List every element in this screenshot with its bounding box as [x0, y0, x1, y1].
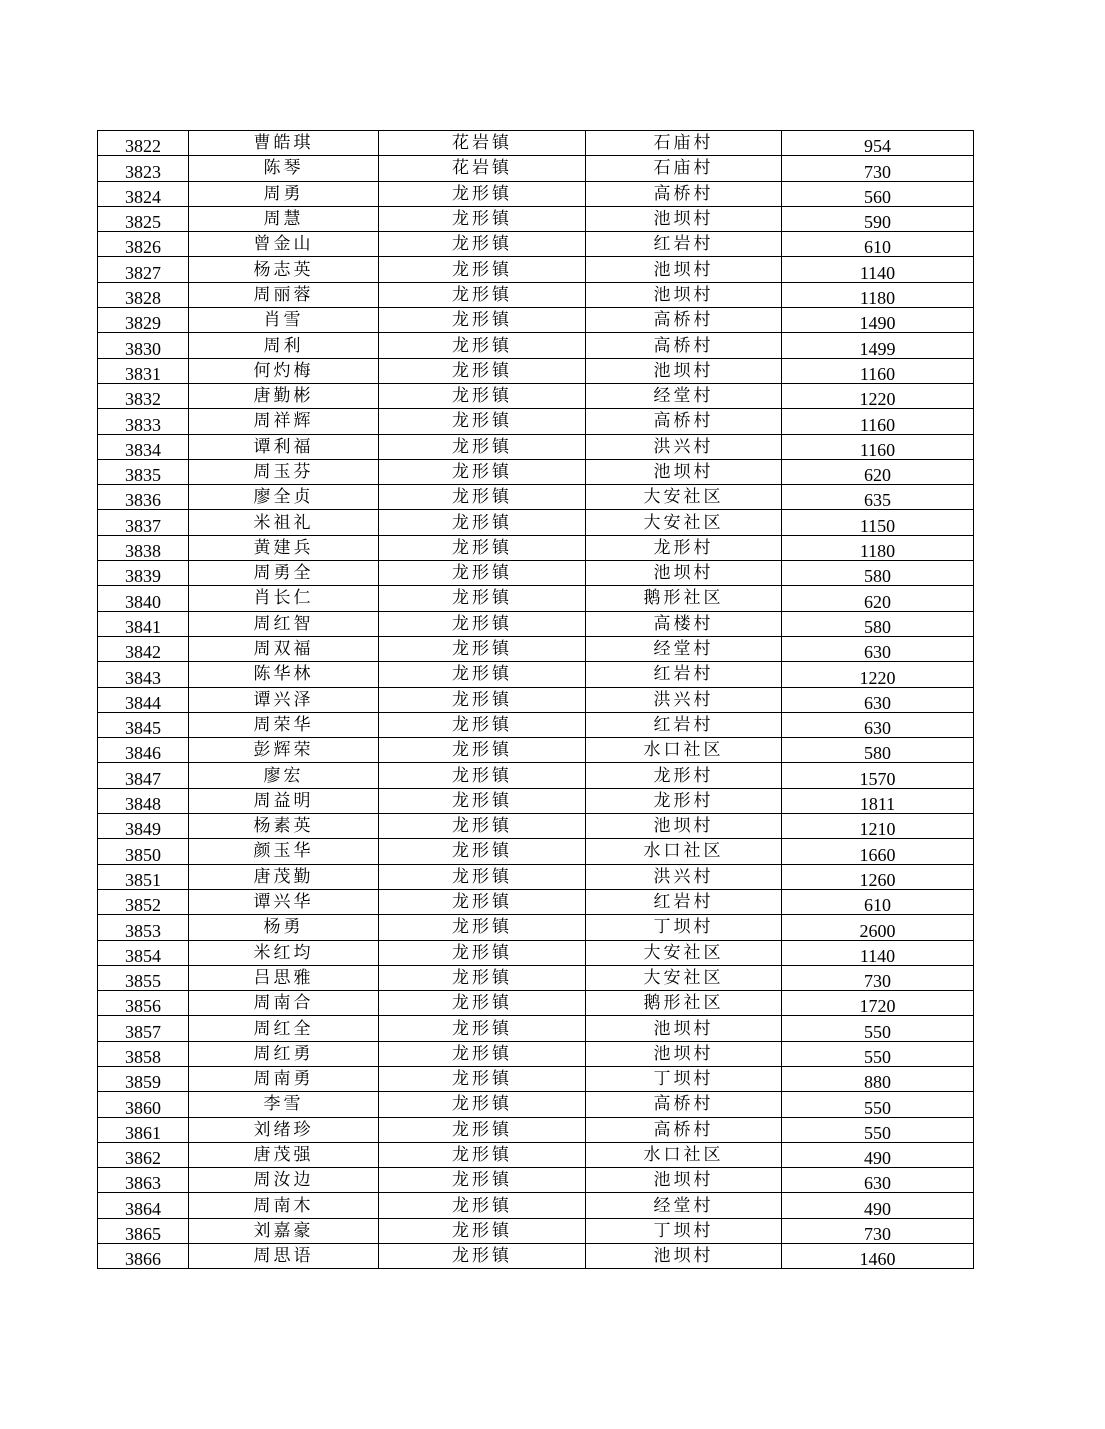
cell-town: 龙形镇: [379, 1168, 586, 1193]
cell-town: 花岩镇: [379, 131, 586, 156]
cell-name: 周利: [189, 333, 379, 358]
cell-amount: 630: [782, 687, 974, 712]
cell-village: 洪兴村: [586, 434, 782, 459]
cell-town: 龙形镇: [379, 409, 586, 434]
cell-amount: 630: [782, 636, 974, 661]
cell-number: 3826: [98, 232, 189, 257]
cell-number: 3835: [98, 459, 189, 484]
cell-village: 洪兴村: [586, 864, 782, 889]
table-row: [98, 383, 974, 408]
table-row: [98, 965, 974, 990]
cell-town: 花岩镇: [379, 156, 586, 181]
cell-amount: 550: [782, 1117, 974, 1142]
cell-village: 龙形村: [586, 535, 782, 560]
cell-town: 龙形镇: [379, 333, 586, 358]
cell-number: 3845: [98, 712, 189, 737]
cell-town: 龙形镇: [379, 1041, 586, 1066]
cell-town: 龙形镇: [379, 662, 586, 687]
cell-number: 3849: [98, 814, 189, 839]
cell-name: 周双福: [189, 636, 379, 661]
cell-village: 池坝村: [586, 206, 782, 231]
cell-amount: 490: [782, 1142, 974, 1167]
cell-name: 肖雪: [189, 308, 379, 333]
cell-village: 水口社区: [586, 1142, 782, 1167]
cell-village: 高桥村: [586, 1092, 782, 1117]
cell-amount: 590: [782, 206, 974, 231]
cell-village: 高桥村: [586, 1117, 782, 1142]
table-row: [98, 763, 974, 788]
table-row: [98, 561, 974, 586]
cell-number: 3866: [98, 1244, 189, 1269]
cell-village: 池坝村: [586, 1016, 782, 1041]
cell-village: 经堂村: [586, 383, 782, 408]
cell-name: 陈华林: [189, 662, 379, 687]
cell-amount: 550: [782, 1016, 974, 1041]
cell-number: 3857: [98, 1016, 189, 1041]
cell-number: 3843: [98, 662, 189, 687]
cell-number: 3834: [98, 434, 189, 459]
cell-amount: 550: [782, 1092, 974, 1117]
cell-number: 3825: [98, 206, 189, 231]
cell-town: 龙形镇: [379, 814, 586, 839]
cell-village: 大安社区: [586, 940, 782, 965]
cell-village: 大安社区: [586, 965, 782, 990]
cell-town: 龙形镇: [379, 308, 586, 333]
cell-village: 水口社区: [586, 738, 782, 763]
cell-village: 红岩村: [586, 889, 782, 914]
cell-name: 杨志英: [189, 257, 379, 282]
cell-town: 龙形镇: [379, 712, 586, 737]
cell-town: 龙形镇: [379, 1066, 586, 1091]
cell-town: 龙形镇: [379, 889, 586, 914]
cell-number: 3837: [98, 510, 189, 535]
cell-name: 刘绪珍: [189, 1117, 379, 1142]
cell-number: 3852: [98, 889, 189, 914]
table-row: [98, 1066, 974, 1091]
cell-number: 3823: [98, 156, 189, 181]
cell-town: 龙形镇: [379, 839, 586, 864]
cell-amount: 1180: [782, 282, 974, 307]
cell-amount: 580: [782, 611, 974, 636]
cell-village: 红岩村: [586, 662, 782, 687]
cell-number: 3859: [98, 1066, 189, 1091]
cell-village: 高桥村: [586, 409, 782, 434]
table-row: [98, 915, 974, 940]
table-row: [98, 1092, 974, 1117]
cell-amount: 610: [782, 232, 974, 257]
cell-village: 高桥村: [586, 333, 782, 358]
cell-village: 龙形村: [586, 788, 782, 813]
table-row: [98, 1142, 974, 1167]
cell-number: 3856: [98, 991, 189, 1016]
table-row: [98, 131, 974, 156]
cell-village: 鹅形社区: [586, 991, 782, 1016]
cell-name: 何灼梅: [189, 358, 379, 383]
cell-amount: 2600: [782, 915, 974, 940]
table-row: [98, 510, 974, 535]
cell-number: 3822: [98, 131, 189, 156]
cell-town: 龙形镇: [379, 358, 586, 383]
cell-number: 3863: [98, 1168, 189, 1193]
table-row: [98, 839, 974, 864]
cell-number: 3831: [98, 358, 189, 383]
table-row: [98, 206, 974, 231]
cell-name: 黄建兵: [189, 535, 379, 560]
cell-name: 周荣华: [189, 712, 379, 737]
table-body: [98, 131, 974, 1269]
cell-number: 3855: [98, 965, 189, 990]
cell-amount: 620: [782, 459, 974, 484]
cell-village: 池坝村: [586, 1168, 782, 1193]
cell-amount: 1260: [782, 864, 974, 889]
cell-village: 池坝村: [586, 561, 782, 586]
cell-name: 李雪: [189, 1092, 379, 1117]
cell-name: 周丽蓉: [189, 282, 379, 307]
cell-number: 3841: [98, 611, 189, 636]
cell-name: 颜玉华: [189, 839, 379, 864]
cell-number: 3842: [98, 636, 189, 661]
cell-number: 3862: [98, 1142, 189, 1167]
cell-name: 周思语: [189, 1244, 379, 1269]
cell-name: 周玉芬: [189, 459, 379, 484]
cell-town: 龙形镇: [379, 434, 586, 459]
cell-number: 3832: [98, 383, 189, 408]
cell-village: 大安社区: [586, 510, 782, 535]
cell-amount: 730: [782, 156, 974, 181]
cell-number: 3836: [98, 485, 189, 510]
cell-amount: 954: [782, 131, 974, 156]
cell-town: 龙形镇: [379, 915, 586, 940]
table-row: [98, 636, 974, 661]
cell-name: 唐勤彬: [189, 383, 379, 408]
table-row: [98, 156, 974, 181]
table-row: [98, 687, 974, 712]
cell-name: 谭兴华: [189, 889, 379, 914]
cell-name: 周祥辉: [189, 409, 379, 434]
table-row: [98, 232, 974, 257]
cell-amount: 610: [782, 889, 974, 914]
cell-amount: 1180: [782, 535, 974, 560]
cell-name: 曹皓琪: [189, 131, 379, 156]
cell-town: 龙形镇: [379, 864, 586, 889]
cell-village: 龙形村: [586, 763, 782, 788]
cell-village: 经堂村: [586, 636, 782, 661]
cell-village: 经堂村: [586, 1193, 782, 1218]
table-row: [98, 358, 974, 383]
cell-town: 龙形镇: [379, 459, 586, 484]
cell-town: 龙形镇: [379, 687, 586, 712]
cell-village: 丁坝村: [586, 915, 782, 940]
cell-name: 唐茂强: [189, 1142, 379, 1167]
table-row: [98, 257, 974, 282]
table-row: [98, 611, 974, 636]
cell-name: 唐茂勤: [189, 864, 379, 889]
table-row: [98, 181, 974, 206]
cell-number: 3844: [98, 687, 189, 712]
table-row: [98, 333, 974, 358]
cell-amount: 1160: [782, 409, 974, 434]
cell-village: 高桥村: [586, 308, 782, 333]
table-row: [98, 1168, 974, 1193]
cell-number: 3858: [98, 1041, 189, 1066]
cell-town: 龙形镇: [379, 636, 586, 661]
table-row: [98, 738, 974, 763]
cell-amount: 1660: [782, 839, 974, 864]
cell-name: 周勇全: [189, 561, 379, 586]
cell-village: 高桥村: [586, 181, 782, 206]
cell-town: 龙形镇: [379, 586, 586, 611]
data-table: [97, 130, 974, 1269]
cell-number: 3861: [98, 1117, 189, 1142]
cell-number: 3848: [98, 788, 189, 813]
cell-amount: 1720: [782, 991, 974, 1016]
cell-name: 周汝边: [189, 1168, 379, 1193]
cell-number: 3840: [98, 586, 189, 611]
cell-name: 彭辉荣: [189, 738, 379, 763]
cell-name: 周益明: [189, 788, 379, 813]
cell-name: 周南合: [189, 991, 379, 1016]
cell-name: 周红勇: [189, 1041, 379, 1066]
cell-town: 龙形镇: [379, 485, 586, 510]
cell-town: 龙形镇: [379, 611, 586, 636]
cell-village: 池坝村: [586, 1244, 782, 1269]
cell-amount: 730: [782, 1218, 974, 1243]
cell-village: 池坝村: [586, 1041, 782, 1066]
cell-name: 米祖礼: [189, 510, 379, 535]
cell-amount: 1160: [782, 434, 974, 459]
table-row: [98, 991, 974, 1016]
cell-amount: 1220: [782, 383, 974, 408]
cell-town: 龙形镇: [379, 561, 586, 586]
table-row: [98, 940, 974, 965]
cell-number: 3829: [98, 308, 189, 333]
cell-town: 龙形镇: [379, 1218, 586, 1243]
cell-town: 龙形镇: [379, 282, 586, 307]
table-row: [98, 788, 974, 813]
cell-amount: 1140: [782, 940, 974, 965]
cell-village: 石庙村: [586, 131, 782, 156]
cell-town: 龙形镇: [379, 1016, 586, 1041]
cell-name: 曾金山: [189, 232, 379, 257]
cell-name: 谭兴泽: [189, 687, 379, 712]
cell-name: 杨勇: [189, 915, 379, 940]
cell-name: 米红均: [189, 940, 379, 965]
cell-town: 龙形镇: [379, 383, 586, 408]
cell-village: 水口社区: [586, 839, 782, 864]
table-row: [98, 1016, 974, 1041]
cell-town: 龙形镇: [379, 738, 586, 763]
cell-amount: 1210: [782, 814, 974, 839]
cell-name: 周勇: [189, 181, 379, 206]
cell-number: 3860: [98, 1092, 189, 1117]
cell-name: 吕思雅: [189, 965, 379, 990]
table-row: [98, 712, 974, 737]
cell-town: 龙形镇: [379, 1193, 586, 1218]
cell-name: 陈琴: [189, 156, 379, 181]
cell-village: 鹅形社区: [586, 586, 782, 611]
cell-name: 周红全: [189, 1016, 379, 1041]
cell-name: 廖全贞: [189, 485, 379, 510]
cell-town: 龙形镇: [379, 1117, 586, 1142]
cell-village: 红岩村: [586, 232, 782, 257]
cell-number: 3851: [98, 864, 189, 889]
cell-town: 龙形镇: [379, 1092, 586, 1117]
cell-town: 龙形镇: [379, 257, 586, 282]
cell-amount: 1570: [782, 763, 974, 788]
cell-name: 周南勇: [189, 1066, 379, 1091]
table-row: [98, 1193, 974, 1218]
table-row: [98, 409, 974, 434]
cell-amount: 1811: [782, 788, 974, 813]
table-row: [98, 586, 974, 611]
cell-number: 3847: [98, 763, 189, 788]
table-row: [98, 889, 974, 914]
cell-town: 龙形镇: [379, 232, 586, 257]
table-row: [98, 1041, 974, 1066]
cell-number: 3865: [98, 1218, 189, 1243]
cell-village: 池坝村: [586, 282, 782, 307]
cell-town: 龙形镇: [379, 510, 586, 535]
cell-village: 丁坝村: [586, 1218, 782, 1243]
cell-amount: 620: [782, 586, 974, 611]
cell-town: 龙形镇: [379, 940, 586, 965]
cell-town: 龙形镇: [379, 181, 586, 206]
table-row: [98, 485, 974, 510]
cell-amount: 1499: [782, 333, 974, 358]
cell-amount: 560: [782, 181, 974, 206]
cell-amount: 730: [782, 965, 974, 990]
cell-town: 龙形镇: [379, 1244, 586, 1269]
cell-town: 龙形镇: [379, 535, 586, 560]
cell-village: 池坝村: [586, 459, 782, 484]
cell-amount: 1460: [782, 1244, 974, 1269]
table-row: [98, 1244, 974, 1269]
cell-amount: 1160: [782, 358, 974, 383]
cell-town: 龙形镇: [379, 206, 586, 231]
cell-village: 红岩村: [586, 712, 782, 737]
table-row: [98, 308, 974, 333]
cell-amount: 630: [782, 1168, 974, 1193]
cell-number: 3850: [98, 839, 189, 864]
cell-number: 3828: [98, 282, 189, 307]
cell-number: 3864: [98, 1193, 189, 1218]
cell-name: 周慧: [189, 206, 379, 231]
cell-amount: 635: [782, 485, 974, 510]
cell-village: 池坝村: [586, 814, 782, 839]
cell-village: 高楼村: [586, 611, 782, 636]
cell-village: 池坝村: [586, 358, 782, 383]
cell-amount: 1490: [782, 308, 974, 333]
table-row: [98, 864, 974, 889]
cell-number: 3827: [98, 257, 189, 282]
cell-amount: 490: [782, 1193, 974, 1218]
cell-village: 石庙村: [586, 156, 782, 181]
cell-name: 周红智: [189, 611, 379, 636]
table-row: [98, 459, 974, 484]
cell-amount: 580: [782, 561, 974, 586]
cell-amount: 1220: [782, 662, 974, 687]
cell-number: 3854: [98, 940, 189, 965]
cell-town: 龙形镇: [379, 788, 586, 813]
cell-number: 3853: [98, 915, 189, 940]
table-row: [98, 535, 974, 560]
cell-name: 刘嘉豪: [189, 1218, 379, 1243]
table-row: [98, 1218, 974, 1243]
cell-town: 龙形镇: [379, 763, 586, 788]
table-row: [98, 282, 974, 307]
cell-name: 杨素英: [189, 814, 379, 839]
cell-number: 3838: [98, 535, 189, 560]
cell-village: 池坝村: [586, 257, 782, 282]
cell-village: 丁坝村: [586, 1066, 782, 1091]
cell-amount: 1150: [782, 510, 974, 535]
cell-number: 3846: [98, 738, 189, 763]
cell-town: 龙形镇: [379, 1142, 586, 1167]
table-row: [98, 1117, 974, 1142]
cell-amount: 880: [782, 1066, 974, 1091]
cell-name: 廖宏: [189, 763, 379, 788]
cell-number: 3824: [98, 181, 189, 206]
cell-town: 龙形镇: [379, 991, 586, 1016]
cell-amount: 1140: [782, 257, 974, 282]
cell-number: 3830: [98, 333, 189, 358]
cell-village: 洪兴村: [586, 687, 782, 712]
cell-name: 肖长仁: [189, 586, 379, 611]
cell-amount: 580: [782, 738, 974, 763]
cell-amount: 550: [782, 1041, 974, 1066]
table-row: [98, 662, 974, 687]
cell-name: 谭利福: [189, 434, 379, 459]
cell-amount: 630: [782, 712, 974, 737]
table-row: [98, 434, 974, 459]
cell-name: 周南木: [189, 1193, 379, 1218]
cell-number: 3839: [98, 561, 189, 586]
table-row: [98, 814, 974, 839]
cell-village: 大安社区: [586, 485, 782, 510]
cell-number: 3833: [98, 409, 189, 434]
cell-town: 龙形镇: [379, 965, 586, 990]
